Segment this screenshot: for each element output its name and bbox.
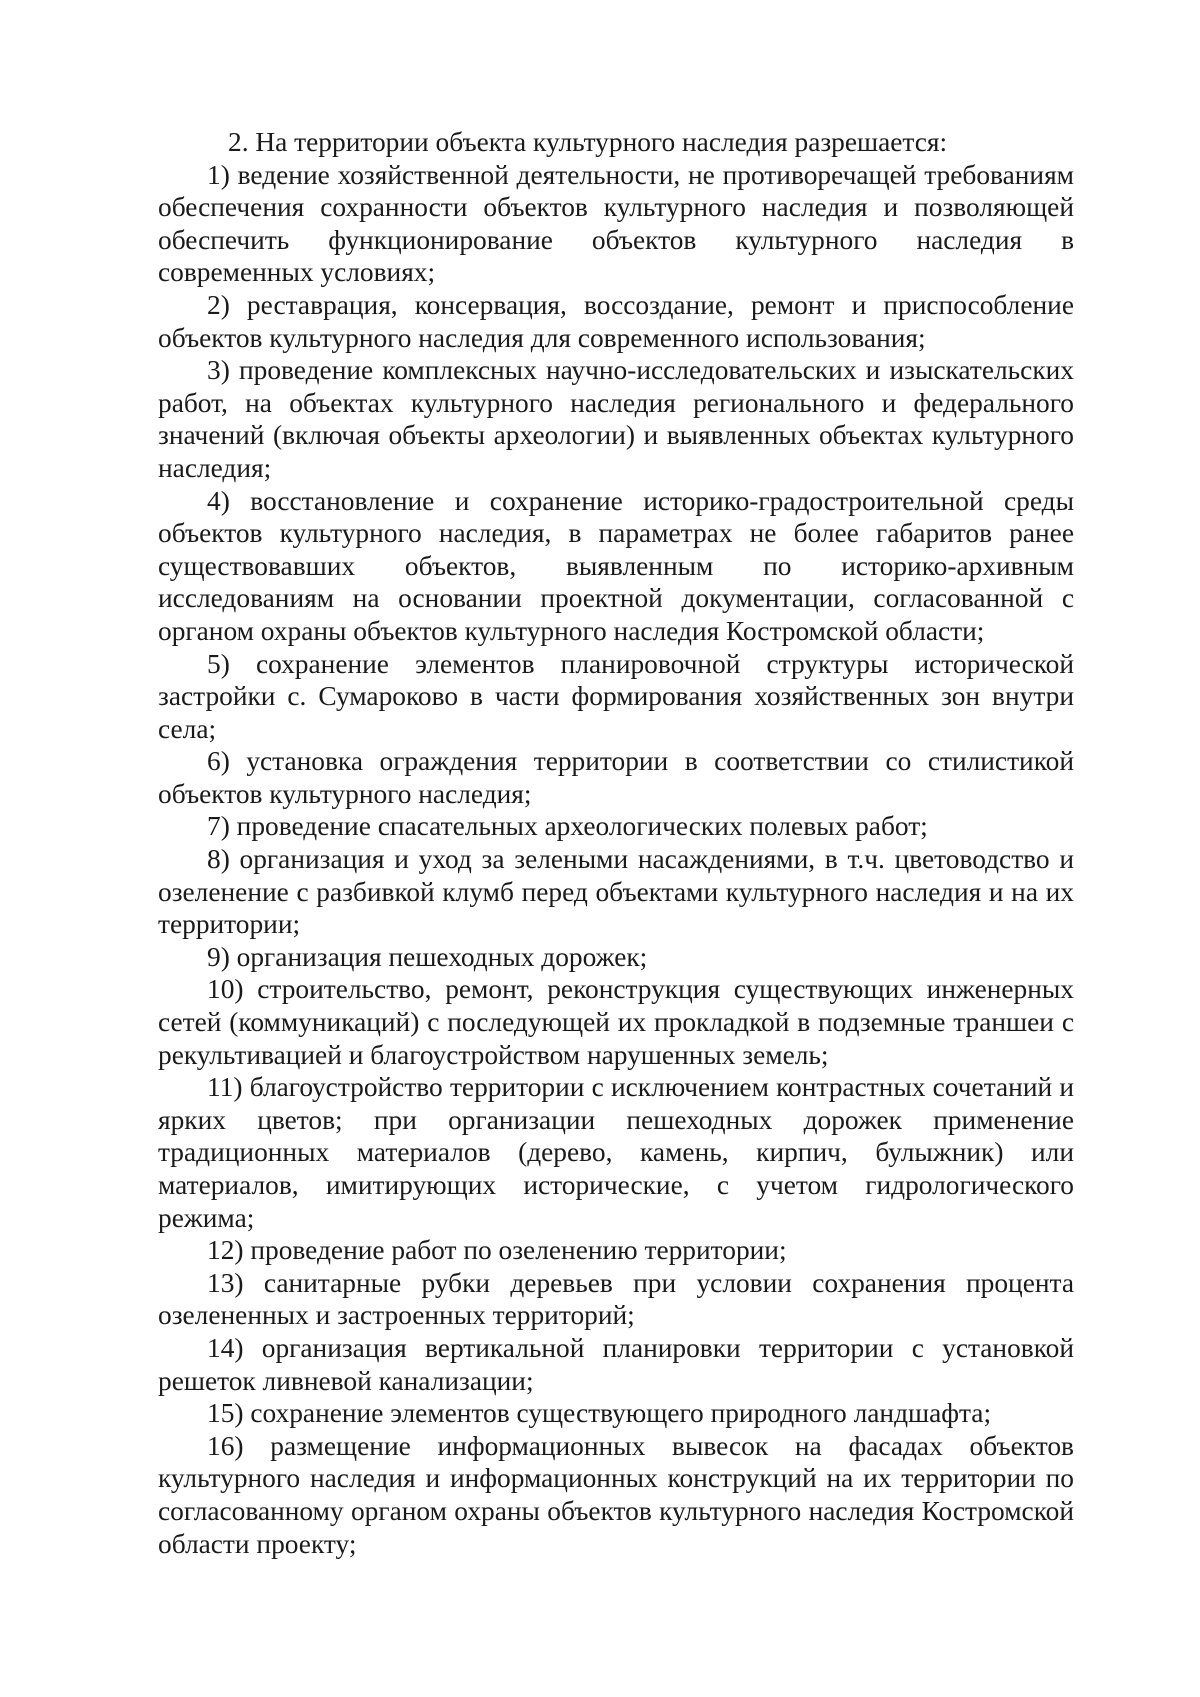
list-item-15: 15) сохранение элементов существующего природного ландшафта;: [207, 1398, 992, 1429]
list-item-1: 1) ведение хозяйственной деятельности, не противоречащей требованиям обеспечения сохранности объектов культурного наследия и позволяющей обеспечить функционирование объектов культурного наследия в современных условиях;: [158, 159, 1074, 288]
list-item-16: 16) размещение информационных вывесок на фасадах объектов культурного наследия и информационных конструкций на их территории по согласованному органом охраны объектов культурного наследия Костромской области проекту;: [158, 1430, 1074, 1559]
list-item-6: 6) установка ограждения территории в соответствии со стилистикой объектов культурного наследия;: [158, 746, 1074, 809]
list-item-11: 11) благоустройство территории с исключением контрастных сочетаний и ярких цветов; при организации пешеходных дорожек применение традиционных материалов (дерево, камень, кирпич, булыжник) или материалов, имитирующих исторические, с учетом гидрологического режима;: [158, 1072, 1074, 1233]
section-heading: 2. На территории объекта культурного наследия разрешается:: [228, 127, 948, 157]
list-item-4: 4) восстановление и сохранение историко-градостроительной среды объектов культурного наследия, в параметрах не более габаритов ранее существовавших объектов, выявленным по историко-архивным исследованиям на основании проектной документации, согласованной с органом охраны объектов культурного наследия Костромской области;: [158, 485, 1074, 646]
list-item-3: 3) проведение комплексных научно-исследовательских и изыскательских работ, на объектах культурного наследия регионального и федерального значений (включая объекты археологии) и выявленных объектах культурного наследия;: [158, 355, 1074, 483]
list-item-10: 10) строительство, ремонт, реконструкция существующих инженерных сетей (коммуникаций) с последующей их прокладкой в подземные траншеи с рекультивацией и благоустройством нарушенных земель;: [158, 974, 1074, 1070]
list-item-12: 12) проведение работ по озеленению территории;: [207, 1235, 787, 1266]
list-item-8: 8) организация и уход за зелеными насаждениями, в т.ч. цветоводство и озеленение с разбивкой клумб перед объектами культурного наследия и на их территории;: [158, 844, 1074, 940]
list-item-5: 5) сохранение элементов планировочной структуры исторической застройки с. Сумароково в части формирования хозяйственных зон внутри села;: [158, 648, 1074, 744]
list-item-13: 13) санитарные рубки деревьев при условии сохранения процента озелененных и застроенных территорий;: [158, 1267, 1074, 1331]
list-item-7: 7) проведение спасательных археологических полевых работ;: [207, 811, 928, 842]
list-item-9: 9) организация пешеходных дорожек;: [207, 941, 648, 972]
list-item-14: 14) организация вертикальной планировки территории с установкой решеток ливневой канализации;: [158, 1332, 1074, 1396]
list-item-2: 2) реставрация, консервация, воссоздание, ремонт и приспособление объектов культурного наследия для современного использования;: [158, 289, 1074, 353]
